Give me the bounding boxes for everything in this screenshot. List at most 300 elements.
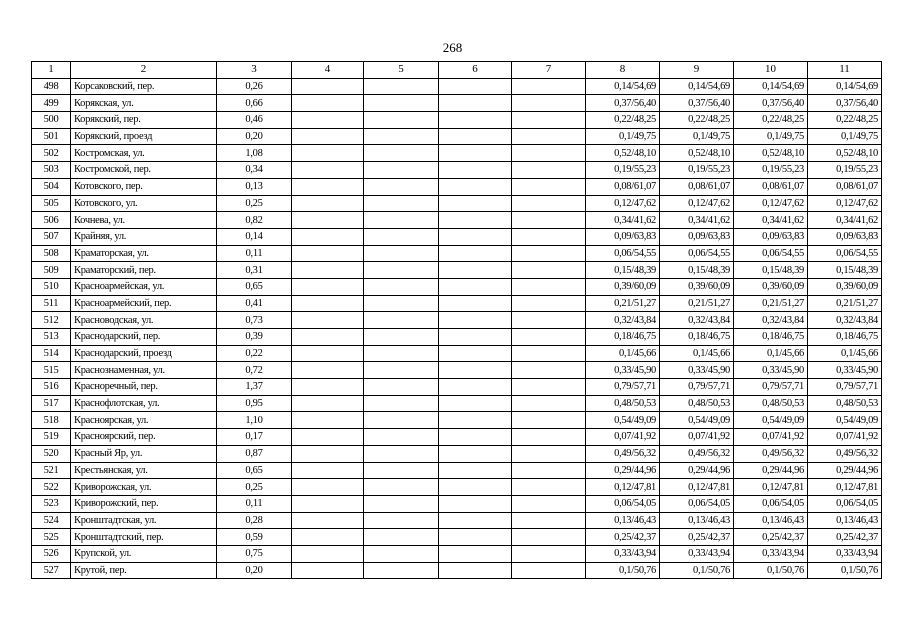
column-8-value: 0,52/48,10 [586,145,660,162]
column-8-value: 0,15/48,39 [586,262,660,279]
column-8-value: 0,13/46,43 [586,512,660,529]
length-value: 0,82 [217,212,292,229]
street-name: Костромской, пер. [71,162,217,179]
column-header-8: 8 [586,62,660,79]
column-9-value: 0,39/60,09 [660,278,734,295]
column-6-value [439,112,512,129]
street-name: Краснодарский, проезд [71,345,217,362]
column-5-value [364,295,439,312]
row-number: 516 [32,379,71,396]
column-9-value: 0,37/56,40 [660,95,734,112]
column-8-value: 0,06/54,55 [586,245,660,262]
row-number: 501 [32,128,71,145]
column-4-value [292,562,364,579]
column-9-value: 0,06/54,55 [660,245,734,262]
table-row [32,162,882,179]
table-row [32,529,882,546]
column-4-value [292,512,364,529]
column-5-value [364,412,439,429]
length-value: 0,65 [217,278,292,295]
table-row [32,212,882,229]
column-4-value [292,345,364,362]
column-7-value [512,112,586,129]
column-5-value [364,429,439,446]
column-11-value: 0,19/55,23 [808,162,882,179]
column-5-value [364,445,439,462]
column-9-value: 0,1/50,76 [660,562,734,579]
column-9-value: 0,18/46,75 [660,329,734,346]
column-11-value: 0,18/46,75 [808,329,882,346]
column-6-value [439,362,512,379]
column-10-value: 0,33/45,90 [734,362,808,379]
table-row [32,128,882,145]
table-row [32,479,882,496]
column-8-value: 0,33/43,94 [586,545,660,562]
table-header-row [32,62,882,79]
column-11-value: 0,79/57,71 [808,379,882,396]
row-number: 515 [32,362,71,379]
column-9-value: 0,07/41,92 [660,429,734,446]
column-6-value [439,212,512,229]
row-number: 505 [32,195,71,212]
column-4-value [292,128,364,145]
column-9-value: 0,79/57,71 [660,379,734,396]
length-value: 0,17 [217,429,292,446]
column-10-value: 0,1/49,75 [734,128,808,145]
length-value: 0,34 [217,162,292,179]
column-8-value: 0,79/57,71 [586,379,660,396]
column-10-value: 0,06/54,55 [734,245,808,262]
column-8-value: 0,48/50,53 [586,395,660,412]
column-10-value: 0,1/50,76 [734,562,808,579]
data-table [31,61,882,579]
column-9-value: 0,09/63,83 [660,228,734,245]
row-number: 499 [32,95,71,112]
column-11-value: 0,34/41,62 [808,212,882,229]
column-header-5: 5 [364,62,439,79]
column-8-value: 0,12/47,62 [586,195,660,212]
column-4-value [292,412,364,429]
column-9-value: 0,29/44,96 [660,462,734,479]
table-row [32,545,882,562]
column-10-value: 0,25/42,37 [734,529,808,546]
row-number: 508 [32,245,71,262]
column-9-value: 0,54/49,09 [660,412,734,429]
column-9-value: 0,21/51,27 [660,295,734,312]
column-5-value [364,178,439,195]
street-name: Кочнева, ул. [71,212,217,229]
column-10-value: 0,54/49,09 [734,412,808,429]
column-6-value [439,462,512,479]
column-4-value [292,529,364,546]
column-4-value [292,195,364,212]
length-value: 0,59 [217,529,292,546]
length-value: 0,11 [217,495,292,512]
street-name: Корсаковский, пер. [71,78,217,95]
row-number: 512 [32,312,71,329]
column-7-value [512,95,586,112]
table-row [32,95,882,112]
column-11-value: 0,22/48,25 [808,112,882,129]
column-4-value [292,212,364,229]
row-number: 502 [32,145,71,162]
row-number: 519 [32,429,71,446]
column-7-value [512,78,586,95]
street-name: Краснофлотская, ул. [71,395,217,412]
column-5-value [364,228,439,245]
column-8-value: 0,33/45,90 [586,362,660,379]
column-10-value: 0,37/56,40 [734,95,808,112]
column-6-value [439,78,512,95]
page-number: 268 [442,40,463,55]
row-number: 524 [32,512,71,529]
column-10-value: 0,29/44,96 [734,462,808,479]
column-10-value: 0,19/55,23 [734,162,808,179]
column-9-value: 0,48/50,53 [660,395,734,412]
column-10-value: 0,08/61,07 [734,178,808,195]
row-number: 525 [32,529,71,546]
column-6-value [439,395,512,412]
column-11-value: 0,49/56,32 [808,445,882,462]
column-8-value: 0,21/51,27 [586,295,660,312]
column-10-value: 0,79/57,71 [734,379,808,396]
street-name: Кронштадтская, ул. [71,512,217,529]
column-7-value [512,245,586,262]
column-10-value: 0,09/63,83 [734,228,808,245]
column-6-value [439,278,512,295]
column-9-value: 0,14/54,69 [660,78,734,95]
column-10-value: 0,33/43,94 [734,545,808,562]
column-6-value [439,162,512,179]
street-name: Костромская, ул. [71,145,217,162]
column-4-value [292,245,364,262]
column-7-value [512,462,586,479]
column-6-value [439,329,512,346]
column-7-value [512,295,586,312]
table-row [32,195,882,212]
column-7-value [512,479,586,496]
column-9-value: 0,13/46,43 [660,512,734,529]
column-11-value: 0,1/49,75 [808,128,882,145]
column-8-value: 0,29/44,96 [586,462,660,479]
column-7-value [512,262,586,279]
column-11-value: 0,12/47,81 [808,479,882,496]
column-4-value [292,495,364,512]
table-row [32,512,882,529]
column-7-value [512,529,586,546]
row-number: 513 [32,329,71,346]
column-10-value: 0,13/46,43 [734,512,808,529]
column-10-value: 0,48/50,53 [734,395,808,412]
column-6-value [439,178,512,195]
row-number: 504 [32,178,71,195]
length-value: 0,11 [217,245,292,262]
table-row [32,329,882,346]
column-8-value: 0,18/46,75 [586,329,660,346]
column-5-value [364,545,439,562]
column-4-value [292,362,364,379]
street-name: Кронштадтский, пер. [71,529,217,546]
length-value: 0,41 [217,295,292,312]
column-11-value: 0,25/42,37 [808,529,882,546]
column-6-value [439,295,512,312]
row-number: 522 [32,479,71,496]
column-9-value: 0,25/42,37 [660,529,734,546]
street-name: Корякский, проезд [71,128,217,145]
table-row [32,395,882,412]
row-number: 500 [32,112,71,129]
column-9-value: 0,12/47,62 [660,195,734,212]
column-5-value [364,395,439,412]
length-value: 0,25 [217,195,292,212]
street-name: Криворожский, пер. [71,495,217,512]
column-6-value [439,379,512,396]
column-11-value: 0,32/43,84 [808,312,882,329]
column-5-value [364,262,439,279]
column-7-value [512,445,586,462]
column-11-value: 0,06/54,55 [808,245,882,262]
column-5-value [364,362,439,379]
column-5-value [364,562,439,579]
column-11-value: 0,29/44,96 [808,462,882,479]
column-7-value [512,495,586,512]
column-7-value [512,429,586,446]
column-header-3: 3 [217,62,292,79]
column-11-value: 0,15/48,39 [808,262,882,279]
column-5-value [364,495,439,512]
column-11-value: 0,1/45,66 [808,345,882,362]
column-4-value [292,278,364,295]
column-7-value [512,195,586,212]
table-row [32,562,882,579]
length-value: 0,39 [217,329,292,346]
column-4-value [292,429,364,446]
street-name: Крупской, ул. [71,545,217,562]
length-value: 0,72 [217,362,292,379]
column-7-value [512,562,586,579]
column-10-value: 0,32/43,84 [734,312,808,329]
column-5-value [364,95,439,112]
street-name: Котовского, пер. [71,178,217,195]
street-name: Красный Яр, ул. [71,445,217,462]
length-value: 0,73 [217,312,292,329]
column-10-value: 0,15/48,39 [734,262,808,279]
length-value: 0,46 [217,112,292,129]
column-4-value [292,162,364,179]
column-11-value: 0,09/63,83 [808,228,882,245]
street-name: Крайняя, ул. [71,228,217,245]
column-8-value: 0,08/61,07 [586,178,660,195]
column-9-value: 0,12/47,81 [660,479,734,496]
column-11-value: 0,33/43,94 [808,545,882,562]
column-9-value: 0,15/48,39 [660,262,734,279]
column-header-9: 9 [660,62,734,79]
column-5-value [364,162,439,179]
column-8-value: 0,19/55,23 [586,162,660,179]
column-header-2: 2 [71,62,217,79]
table-row [32,379,882,396]
column-11-value: 0,14/54,69 [808,78,882,95]
column-10-value: 0,39/60,09 [734,278,808,295]
column-11-value: 0,21/51,27 [808,295,882,312]
row-number: 520 [32,445,71,462]
column-6-value [439,495,512,512]
column-8-value: 0,39/60,09 [586,278,660,295]
column-7-value [512,545,586,562]
column-8-value: 0,54/49,09 [586,412,660,429]
column-6-value [439,312,512,329]
column-4-value [292,462,364,479]
column-4-value [292,95,364,112]
table-row [32,445,882,462]
length-value: 1,37 [217,379,292,396]
column-11-value: 0,08/61,07 [808,178,882,195]
column-7-value [512,212,586,229]
column-4-value [292,545,364,562]
length-value: 0,66 [217,95,292,112]
column-10-value: 0,06/54,05 [734,495,808,512]
column-5-value [364,128,439,145]
table-row [32,362,882,379]
column-11-value: 0,54/49,09 [808,412,882,429]
street-name: Красноярская, ул. [71,412,217,429]
column-10-value: 0,14/54,69 [734,78,808,95]
column-4-value [292,479,364,496]
column-5-value [364,195,439,212]
length-value: 0,28 [217,512,292,529]
column-4-value [292,445,364,462]
column-5-value [364,345,439,362]
table-row [32,245,882,262]
column-8-value: 0,06/54,05 [586,495,660,512]
column-10-value: 0,21/51,27 [734,295,808,312]
column-10-value: 0,18/46,75 [734,329,808,346]
street-name: Корякская, ул. [71,95,217,112]
column-6-value [439,95,512,112]
column-4-value [292,78,364,95]
length-value: 0,20 [217,128,292,145]
street-name: Краснодарский, пер. [71,329,217,346]
column-5-value [364,245,439,262]
street-name: Котовского, ул. [71,195,217,212]
row-number: 527 [32,562,71,579]
column-4-value [292,295,364,312]
column-4-value [292,262,364,279]
row-number: 517 [32,395,71,412]
column-10-value: 0,12/47,81 [734,479,808,496]
column-6-value [439,128,512,145]
table-row [32,78,882,95]
length-value: 0,22 [217,345,292,362]
column-6-value [439,445,512,462]
column-11-value: 0,13/46,43 [808,512,882,529]
column-9-value: 0,33/43,94 [660,545,734,562]
column-9-value: 0,33/45,90 [660,362,734,379]
length-value: 0,13 [217,178,292,195]
column-6-value [439,195,512,212]
column-8-value: 0,1/50,76 [586,562,660,579]
column-7-value [512,312,586,329]
table-row [32,495,882,512]
row-number: 523 [32,495,71,512]
column-6-value [439,412,512,429]
table-row [32,262,882,279]
length-value: 0,95 [217,395,292,412]
table-row [32,345,882,362]
column-9-value: 0,06/54,05 [660,495,734,512]
row-number: 506 [32,212,71,229]
column-8-value: 0,09/63,83 [586,228,660,245]
length-value: 0,14 [217,228,292,245]
street-name: Крутой, пер. [71,562,217,579]
column-4-value [292,112,364,129]
column-6-value [439,545,512,562]
column-9-value: 0,19/55,23 [660,162,734,179]
column-7-value [512,178,586,195]
street-name: Корякский, пер. [71,112,217,129]
column-8-value: 0,25/42,37 [586,529,660,546]
row-number: 511 [32,295,71,312]
column-11-value: 0,12/47,62 [808,195,882,212]
column-11-value: 0,33/45,90 [808,362,882,379]
column-8-value: 0,37/56,40 [586,95,660,112]
column-7-value [512,412,586,429]
table-row [32,462,882,479]
column-9-value: 0,49/56,32 [660,445,734,462]
row-number: 526 [32,545,71,562]
column-5-value [364,379,439,396]
column-6-value [439,529,512,546]
row-number: 518 [32,412,71,429]
column-11-value: 0,37/56,40 [808,95,882,112]
column-10-value: 0,49/56,32 [734,445,808,462]
column-11-value: 0,1/50,76 [808,562,882,579]
column-4-value [292,178,364,195]
column-header-11: 11 [808,62,882,79]
column-7-value [512,512,586,529]
column-header-1: 1 [32,62,71,79]
column-header-4: 4 [292,62,364,79]
column-10-value: 0,12/47,62 [734,195,808,212]
column-9-value: 0,1/49,75 [660,128,734,145]
column-5-value [364,529,439,546]
column-6-value [439,145,512,162]
column-4-value [292,228,364,245]
column-11-value: 0,07/41,92 [808,429,882,446]
column-5-value [364,312,439,329]
column-9-value: 0,1/45,66 [660,345,734,362]
column-7-value [512,379,586,396]
column-8-value: 0,22/48,25 [586,112,660,129]
column-9-value: 0,32/43,84 [660,312,734,329]
column-6-value [439,245,512,262]
column-8-value: 0,1/45,66 [586,345,660,362]
column-9-value: 0,08/61,07 [660,178,734,195]
column-4-value [292,395,364,412]
column-7-value [512,162,586,179]
table-row [32,228,882,245]
row-number: 509 [32,262,71,279]
length-value: 0,75 [217,545,292,562]
column-9-value: 0,52/48,10 [660,145,734,162]
column-7-value [512,278,586,295]
table-row [32,429,882,446]
column-header-6: 6 [439,62,512,79]
column-9-value: 0,34/41,62 [660,212,734,229]
column-8-value: 0,07/41,92 [586,429,660,446]
length-value: 0,31 [217,262,292,279]
column-7-value [512,395,586,412]
